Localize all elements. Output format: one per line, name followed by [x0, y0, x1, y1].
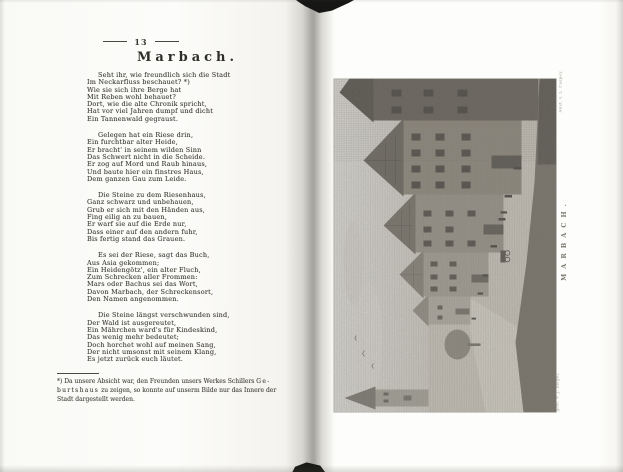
page-number: 13 — [134, 37, 148, 47]
marbach-engraving — [333, 78, 556, 412]
poem-line: Das Schwert nicht in die Scheide. — [87, 152, 206, 161]
stanza-4 — [87, 252, 302, 303]
stanza-1 — [87, 72, 302, 123]
engraving-art — [333, 78, 556, 412]
poem-line: Hat vor viel Jahren dumpf und dicht — [87, 107, 214, 116]
stanza-3 — [87, 192, 302, 243]
poem-line: Dass einer auf den andern fuhr, — [87, 227, 198, 236]
poem-line: Fing eilig an zu bauen, — [87, 213, 168, 222]
poem-line: Er zog auf Mord und Raub hinaus, — [87, 160, 208, 169]
poem-line: Den Namen angenommen. — [87, 295, 179, 304]
poem-body — [87, 72, 302, 372]
stanza-2 — [87, 132, 302, 183]
poem-line: Bis fertig stand das Grauen. — [87, 234, 186, 243]
poem-title: Marbach. — [136, 50, 239, 65]
poem-line: Ganz schwarz und unbehauen, — [87, 198, 194, 207]
poem-line: Mit Reben wohl behauet? — [87, 92, 177, 101]
poem-line: Ein Mährchen ward's für Kindeskind, — [87, 325, 218, 334]
footnote-emph: Ge- — [256, 378, 271, 385]
poem-line: Das wenig mehr bedeutet; — [87, 333, 180, 342]
poem-line: Aus Asia gekommen; — [87, 258, 160, 267]
poem-line: Der nicht umsonst mit seinem Klang, — [87, 347, 217, 356]
header-rule-right — [155, 41, 179, 42]
poem-line: Davon Marbach, der Schreckensort, — [87, 287, 214, 296]
footnote-line — [57, 387, 307, 396]
poem-line: Die Steine zu dem Riesenhaus, — [98, 191, 206, 200]
plate-credit-bottom: gest. v. J. Riegel. — [554, 372, 560, 412]
poem-line: Doch horchet wohl auf meinen Sang, — [87, 340, 216, 349]
footnote-text: *) Da unsere Absicht war, den Freunden unsers Werkes Schillers — [57, 378, 257, 385]
poem-line: Der Wald ist ausgereutet, — [87, 318, 177, 327]
poem-line: Seht ihr, wie freundlich sich die Stadt — [98, 71, 231, 79]
stanza-5 — [87, 312, 302, 363]
plate-credit-top: Anst. v. L. Caspey. — [557, 70, 563, 113]
footnote-line — [57, 378, 307, 387]
footnote — [57, 378, 307, 404]
poem-line: Ein Heidengötz', ein alter Fluch, — [87, 265, 201, 274]
header-rule-left — [103, 41, 127, 42]
footnote-emph: burtshaus — [57, 386, 100, 394]
poem-line: Es jetzt zurück euch läutet. — [87, 355, 184, 364]
poem-line: Ein Tannenwald gegraust. — [87, 114, 179, 123]
poem-line: Ein furchtbar alter Heide, — [87, 138, 178, 147]
poem-line: Er bracht' in seinem wilden Sinn — [87, 145, 202, 154]
poem-line: Zum Schrecken aller Frommen: — [87, 273, 198, 282]
poem-line: Und baute hier ein finstres Haus, — [87, 167, 204, 176]
page-header — [89, 37, 193, 47]
footnote-text: zu zeigen, so konnte auf unserm Bilde nur das Innere der — [99, 386, 277, 394]
poem-line: Grub er sich mit den Händen aus, — [87, 205, 206, 214]
poem-line: Dem ganzen Gau zum Leide. — [87, 174, 187, 183]
poem-line: Gelegen hat ein Riese drin, — [98, 131, 194, 140]
poem-line: Mars oder Bachus sei das Wort, — [87, 280, 198, 289]
footnote-line: Stadt dargestellt werden. — [57, 395, 135, 403]
poem-line: Er warf sie auf die Erde nur, — [87, 220, 187, 229]
poem-line: Im Neckarfluss beschauet? *) — [87, 78, 190, 87]
poem-line: Die Steine längst verschwunden sind, — [98, 311, 230, 320]
poem-line: Es sei der Riese, sagt das Buch, — [98, 251, 210, 260]
plate-caption: MARBACH. — [560, 199, 568, 281]
footnote-rule — [57, 373, 99, 374]
poem-line: Wie sie sich ihre Berge hat — [87, 85, 182, 94]
poem-line: Dort, wie die alte Chronik spricht, — [87, 100, 207, 109]
